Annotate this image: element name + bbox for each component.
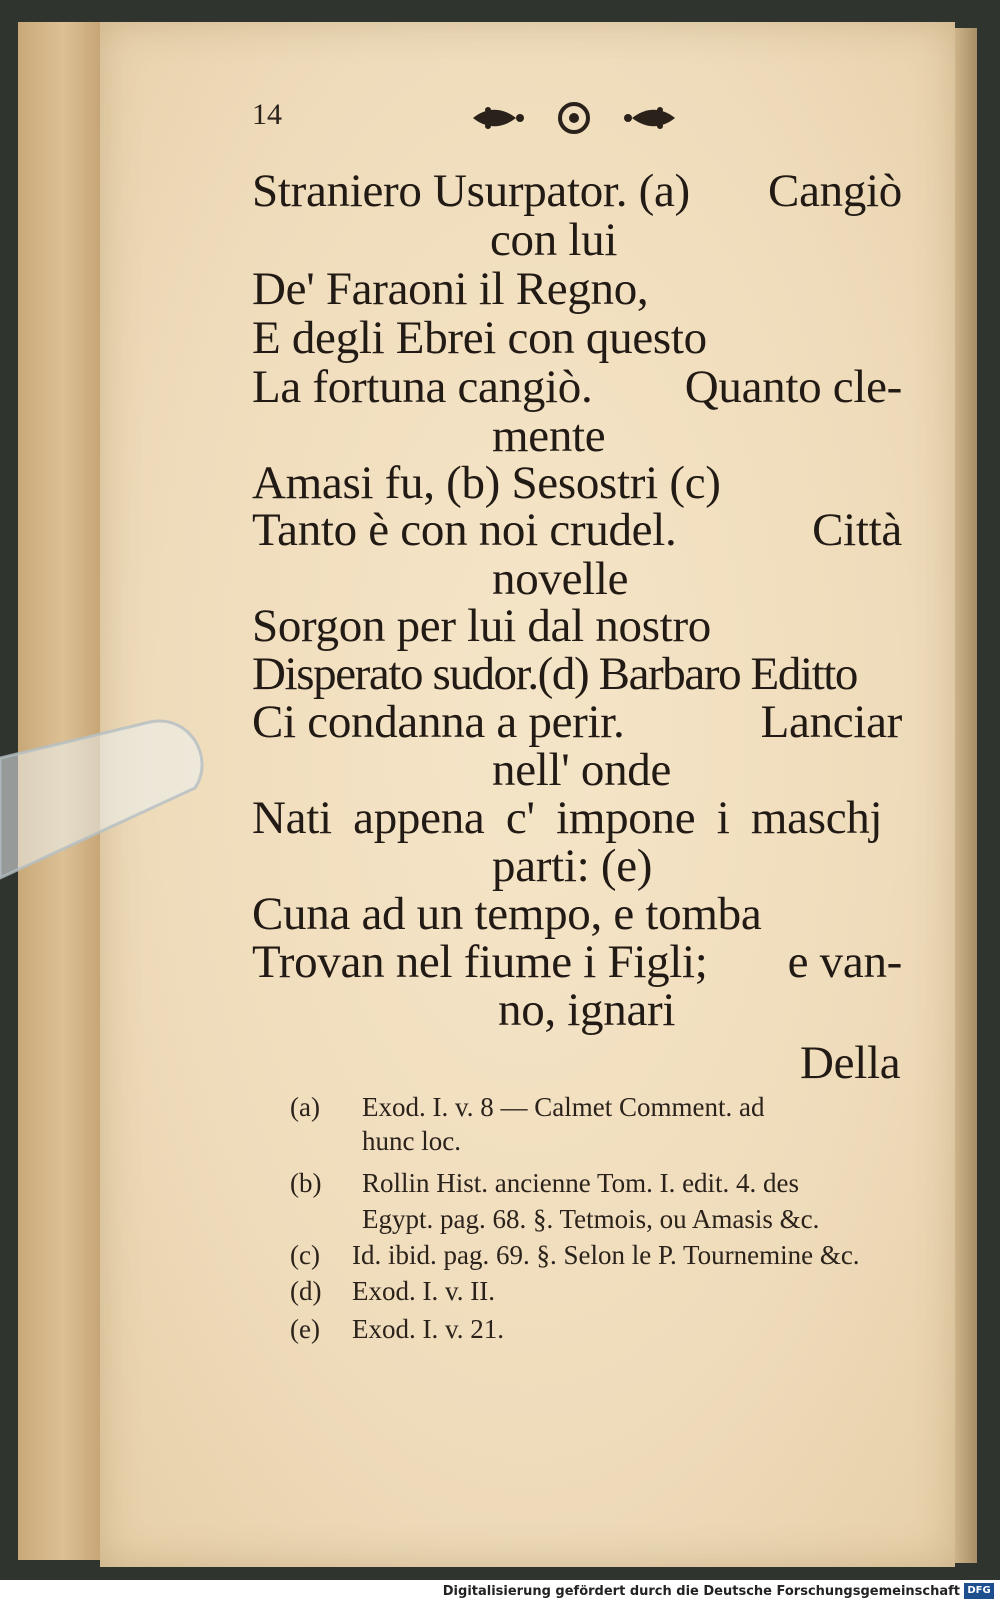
- verse-line: parti: (e): [492, 840, 653, 892]
- ornament-fleuron-icon: [468, 98, 680, 138]
- verse-segment: Trovan nel fiume i Figli;: [252, 936, 708, 988]
- verse-line: Amasi fu, (b) Sesostri (c): [252, 457, 721, 509]
- verse-line: no, ignari: [498, 984, 676, 1036]
- verse-segment: e van-: [787, 936, 902, 988]
- verse-line: [252, 165, 902, 217]
- verse-segment: Cangiò: [768, 165, 902, 217]
- verse-line: novelle: [492, 553, 629, 605]
- verse-line: Disperato sudor.(d) Barbaro Editto: [252, 648, 858, 700]
- footnote-text: Rollin Hist. ancienne Tom. I. edit. 4. des: [362, 1168, 800, 1198]
- footnote-mark: (e): [290, 1314, 320, 1344]
- footnote-mark: (c): [290, 1240, 320, 1270]
- verse-segment: Straniero Usurpator. (a): [252, 165, 690, 217]
- verse-line: [252, 936, 902, 988]
- verse-line: [252, 504, 902, 556]
- footnote-text: Exod. I. v. 21.: [352, 1314, 504, 1344]
- footnote-text: Egypt. pag. 68. §. Tetmois, ou Amasis &c.: [362, 1204, 820, 1234]
- verse-segment: Quanto cle-: [684, 361, 902, 413]
- footnote-mark: (a): [290, 1092, 320, 1122]
- footnote-mark: (d): [290, 1276, 322, 1306]
- verse-segment: La fortuna cangiò.: [252, 361, 593, 413]
- verse-segment: Tanto è con noi crudel.: [252, 504, 677, 556]
- footnote-text: Exod. I. v. 8 — Calmet Comment. ad: [362, 1092, 765, 1122]
- verse-line: con lui: [490, 214, 618, 266]
- footer-bar: [0, 1580, 1000, 1603]
- catchword: Della: [800, 1037, 901, 1089]
- pointer-icon: [0, 718, 208, 888]
- footer-credit: Digitalisierung gefördert durch die Deutsche Forschungsgemeinschaft: [442, 1584, 960, 1599]
- verse-line: Nati appena c' impone i maschj: [252, 792, 883, 844]
- footnote-text: Exod. I. v. II.: [352, 1276, 495, 1306]
- verse-line: nell' onde: [492, 744, 672, 796]
- book-right-edge: [955, 28, 977, 1563]
- verse-line: Sorgon per lui dal nostro: [252, 600, 711, 652]
- verse-line: Cuna ad un tempo, e tomba: [252, 888, 762, 940]
- dfg-logo: DFG: [964, 1583, 994, 1599]
- verse-line: [252, 361, 902, 413]
- page-number: 14: [252, 98, 282, 131]
- verse-segment: Lanciar: [760, 696, 902, 748]
- footnote-mark: (b): [290, 1168, 322, 1198]
- verse-segment: Città: [812, 504, 902, 556]
- verse-line: De' Faraoni il Regno,: [252, 263, 649, 315]
- verse-line: E degli Ebrei con questo: [252, 312, 707, 364]
- verse-line: [252, 696, 902, 748]
- verse-segment: Ci condanna a perir.: [252, 696, 625, 748]
- footnote-text: hunc loc.: [362, 1126, 461, 1156]
- verse-line: mente: [492, 410, 606, 462]
- footnote-text: Id. ibid. pag. 69. §. Selon le P. Tournemine &c.: [352, 1240, 860, 1270]
